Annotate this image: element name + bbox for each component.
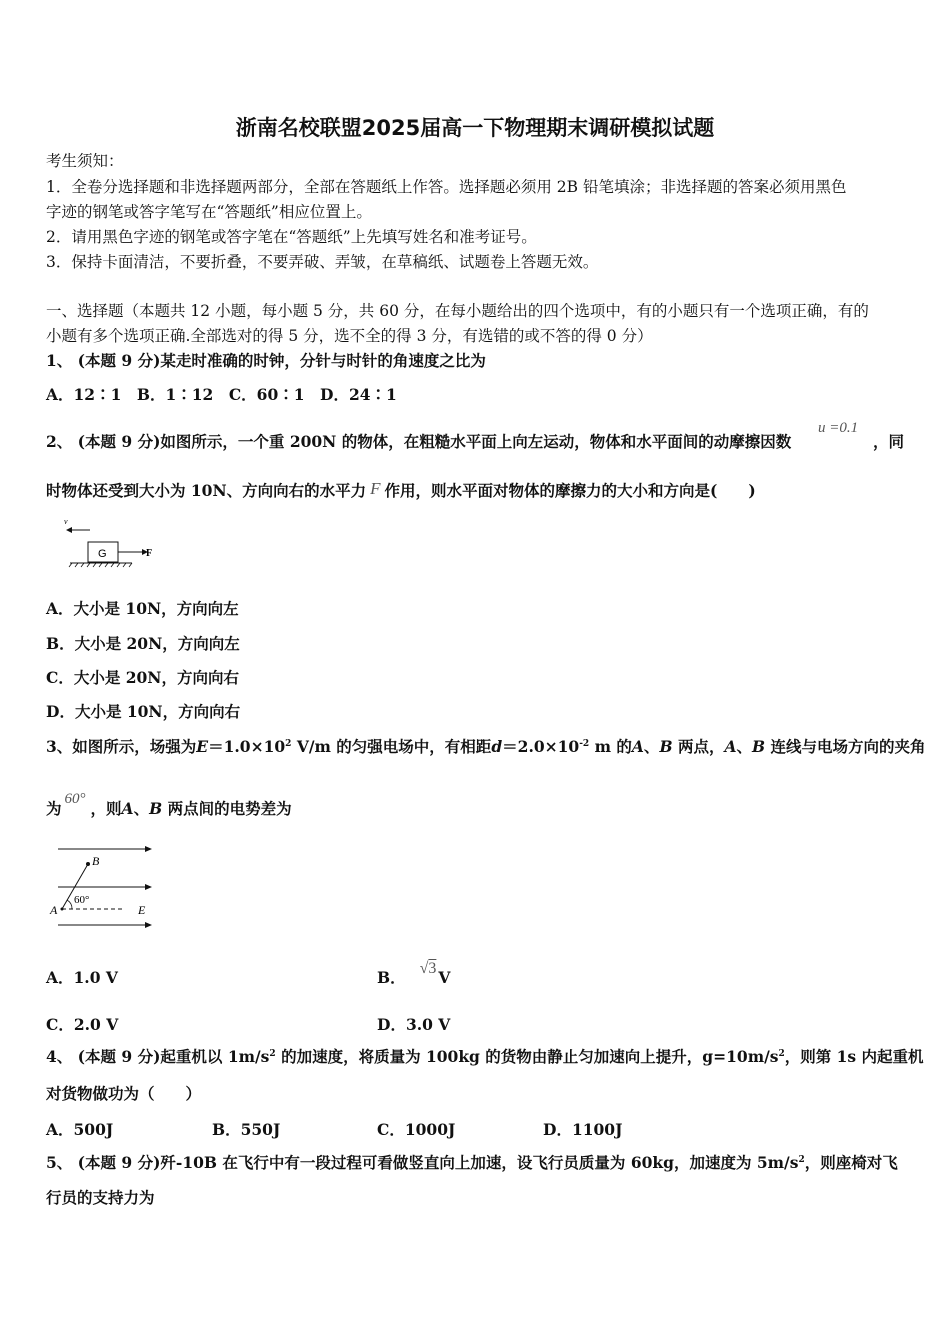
q4-s1: 4、 (本题 9 分)起重机以 1m/s <box>46 1047 270 1066</box>
q3-point-b: B <box>659 737 673 756</box>
q3-s9: 、 <box>643 737 660 756</box>
q2-option-d: D．大小是 10N，方向向右 <box>46 702 241 721</box>
q3-s6-exponent: -2 <box>579 738 590 749</box>
q5-stem-line-1 <box>46 1153 898 1173</box>
q2-fig-ground-hatching <box>69 563 132 567</box>
notice-line-3: 3．保持卡面清洁，不要折叠，不要弄破、弄皱，在草稿纸、试题卷上答题无效。 <box>46 253 599 271</box>
page-title: 浙南名校联盟2025届高一下物理期末调研模拟试题 <box>235 116 715 140</box>
q3-fig-angle-label: 60° <box>74 894 90 906</box>
q4-option-c: C．1000J <box>377 1120 456 1139</box>
q4-stem-line-1 <box>46 1047 924 1067</box>
q2-option-b: B．大小是 20N，方向向左 <box>46 634 240 653</box>
q4-option-d: D．1100J <box>543 1120 623 1139</box>
q3-stem-line-1 <box>46 737 926 757</box>
section-header-line-1: 一、选择题（本题共 12 小题，每小题 5 分，共 60 分，在每小题给出的四个选项中，有的小题只有一个选项正确，有的 <box>46 302 869 320</box>
q3-fig-angle-arc <box>67 900 72 909</box>
q3-s7: m 的 <box>589 737 632 756</box>
q3-fig-label-b: B <box>92 854 100 868</box>
q5-s2: ，则座椅对飞 <box>804 1153 898 1172</box>
q1-options: A．12∶1 B．1∶12 C．60∶1 D．24∶1 <box>46 385 397 404</box>
q4-stem-line-2: 对货物做功为（ ） <box>46 1084 202 1103</box>
section-header-line-2: 小题有多个选项正确.全部选对的得 5 分，选不全的得 3 分，有选错的或不答的得 0 分） <box>46 327 653 345</box>
notice-line-2: 2．请用黑色字迹的钢笔或答字笔在“答题纸”上先填写姓名和准考证号。 <box>46 228 537 246</box>
q3-option-d: D．3.0 V <box>377 1015 451 1034</box>
q3-fig-label-e: E <box>138 903 146 917</box>
q3-s3-exponent: 2 <box>285 738 292 749</box>
q3-fig-field-arrowhead-1 <box>145 846 152 852</box>
q3-field-symbol: E <box>196 737 209 756</box>
q3-s6: ＝2.0×10 <box>502 737 580 756</box>
q3-option-b-radical: √3 <box>419 960 437 977</box>
notice-line-1b: 字迹的钢笔或答字笔写在“答题纸”相应位置上。 <box>46 203 372 221</box>
q2-figure <box>58 515 168 573</box>
q3-s13: 、 <box>736 737 752 756</box>
q2-fig-force-label: F <box>146 548 153 559</box>
q2-stem-line-1: 2、 (本题 9 分)如图所示，一个重 200N 的物体，在粗糙水平面上向左运动，物体和水平面间的动摩擦因数 <box>46 432 792 451</box>
q2-fig-velocity-arrowhead <box>66 527 72 533</box>
notice-heading: 考生须知： <box>46 152 124 170</box>
q4-sup2: 2 <box>778 1048 785 1059</box>
q5-s1: 5、 (本题 9 分)歼-10B 在飞行中有一段过程可看做竖直向上加速，设飞行员质量为 60kg，加速度为 5m/s <box>46 1153 799 1172</box>
q3-point-a: A <box>631 737 644 756</box>
q2-stem-line-2-post: 作用，则水平面对物体的摩擦力的大小和方向是( ) <box>384 481 756 500</box>
q3-s3: ＝1.0×10 <box>208 737 286 756</box>
q3-option-b-unit: V <box>438 968 451 987</box>
q2-stem-line-1-end: ，同 <box>873 432 905 451</box>
q3-point-a-2: A <box>724 737 737 756</box>
q3-l2a: 为 <box>46 799 62 818</box>
q3-s4: V/m 的匀强电场中，有相距 <box>291 737 492 756</box>
q2-option-a: A．大小是 10N，方向向左 <box>46 599 239 618</box>
q3-s1: 3、如图所示，场强为 <box>46 737 197 756</box>
q2-mu-formula: u =0.1 <box>818 420 859 436</box>
q1-stem: 1、 (本题 9 分)某走时准确的时钟，分针与时针的角速度之比为 <box>46 351 486 370</box>
q3-fig-label-a: A <box>50 903 58 917</box>
q3-l2-point-b: B <box>149 799 163 818</box>
q3-figure <box>48 840 160 932</box>
q3-option-b-radicand: 3 <box>428 960 437 977</box>
q2-option-c: C．大小是 20N，方向向右 <box>46 668 239 687</box>
q5-stem-line-2: 行员的支持力为 <box>46 1188 155 1207</box>
q4-option-b: B．550J <box>212 1120 281 1139</box>
q3-fig-point-b <box>86 862 90 866</box>
q4-s2: 的加速度，将质量为 100kg 的货物由静止匀加速向上提升，g=10m/s <box>275 1047 779 1066</box>
q3-stem-line-2 <box>46 791 292 820</box>
q2-force-symbol: F <box>370 479 381 498</box>
q3-l2f: 两点间的电势差为 <box>162 799 292 818</box>
q3-s15: 连线与电场方向的夹角 <box>765 737 926 756</box>
q4-sup1: 2 <box>269 1048 276 1059</box>
q4-option-a: A．500J <box>46 1120 114 1139</box>
q2-fig-block-label: G <box>98 548 107 560</box>
q3-fig-field-arrowhead-3 <box>145 922 152 928</box>
q3-option-b <box>377 960 451 988</box>
q2-stem-line-2 <box>46 481 756 501</box>
q3-distance-symbol: d <box>491 737 503 756</box>
q3-l2-point-a: A <box>121 799 134 818</box>
q3-l2d: 、 <box>133 799 150 818</box>
q2-fig-velocity-label: v <box>64 517 68 526</box>
q3-option-a: A．1.0 V <box>46 968 118 987</box>
q3-point-b-2: B <box>752 737 766 756</box>
q4-s3: ，则第 1s 内起重机 <box>784 1047 924 1066</box>
q3-fig-point-a <box>61 908 64 911</box>
notice-line-1a: 1．全卷分选择题和非选择题两部分，全部在答题纸上作答。选择题必须用 2B 铅笔填涂；非选择题的答案必须用黑色 <box>46 178 847 196</box>
q3-l2b: ，则 <box>90 799 122 818</box>
q3-s11: 两点， <box>672 737 725 756</box>
q5-sup: 2 <box>798 1154 805 1165</box>
q2-stem-line-2-pre: 时物体还受到大小为 10N、方向向右的水平力 <box>46 481 367 500</box>
q3-fig-field-arrowhead-2 <box>145 884 152 890</box>
q3-option-c: C．2.0 V <box>46 1015 119 1034</box>
q3-angle-formula: 60° <box>64 791 86 807</box>
q3-option-b-prefix: B． <box>377 968 406 987</box>
